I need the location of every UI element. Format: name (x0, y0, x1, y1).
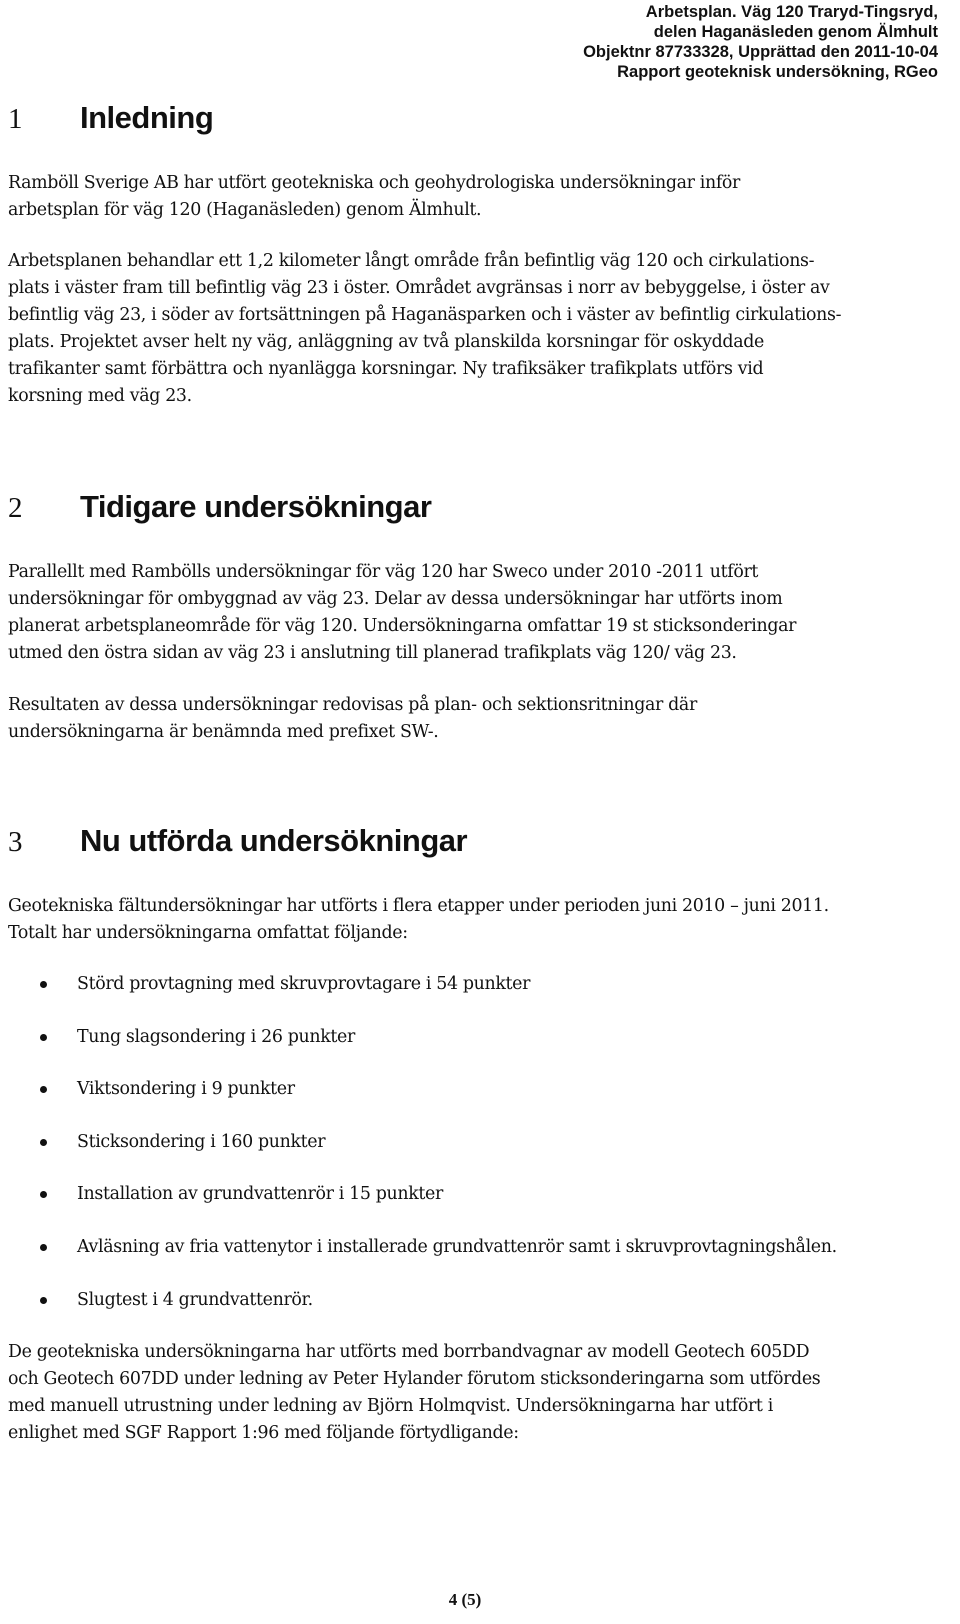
bullet-dot-icon (40, 1191, 47, 1198)
section-title: Tidigare undersökningar (80, 489, 432, 524)
text-line: enlighet med SGF Rapport 1:96 med följande förtydligande: (8, 1423, 519, 1443)
text-line: Arbetsplanen behandlar ett 1,2 kilometer långt område från befintlig väg 120 och cirkulations- (8, 251, 815, 271)
text-line: Geotekniska fältundersökningar har utförts i flera etapper under perioden juni 2010 – juni 2011. (8, 896, 829, 916)
bullet-dot-icon (40, 1086, 47, 1093)
paragraph (8, 692, 952, 746)
text-line: och Geotech 607DD under ledning av Peter Hylander förutom sticksonderingarna som utfördes (8, 1369, 821, 1389)
section-1-heading (8, 100, 213, 136)
list-item (8, 1181, 952, 1234)
list-item-text: Tung slagsondering i 26 punkter (77, 1026, 355, 1047)
section-3-heading (8, 823, 467, 859)
paragraph (8, 893, 952, 947)
header-line: Objektnr 87733328, Upprättad den 2011-10-04 (583, 43, 938, 61)
list-item-text: Avläsning av fria vattenytor i installerade grundvattenrör samt i skruvprovtagningshålen. (77, 1236, 837, 1257)
bullet-dot-icon (40, 981, 47, 988)
text-line: plats. Projektet avser helt ny väg, anläggning av två planskilda korsningar för oskyddade (8, 332, 764, 352)
section-2-heading (8, 489, 431, 525)
text-line: Ramböll Sverige AB har utfört geotekniska och geohydrologiska undersökningar inför (8, 173, 741, 193)
list-item-text: Sticksondering i 160 punkter (77, 1131, 326, 1152)
text-line: undersökningar för ombyggnad av väg 23. Delar av dessa undersökningar har utförts inom (8, 589, 783, 609)
text-line: Parallellt med Rambölls undersökningar för väg 120 har Sweco under 2010 -2011 utfört (8, 562, 759, 582)
list-item (8, 1129, 952, 1182)
list-item (8, 1234, 952, 1287)
text-line: med manuell utrustning under ledning av Björn Holmqvist. Undersökningarna har utfört i (8, 1396, 773, 1416)
list-item-text: Slugtest i 4 grundvattenrör. (77, 1289, 313, 1310)
bullet-dot-icon (40, 1244, 47, 1251)
text-line: Totalt har undersökningarna omfattat följande: (8, 923, 408, 943)
text-line: korsning med väg 23. (8, 386, 192, 406)
header-line: Arbetsplan. Väg 120 Traryd-Tingsryd, (645, 3, 938, 21)
text-line: planerat arbetsplaneområde för väg 120. Undersökningarna omfattar 19 st sticksonderingar (8, 616, 797, 636)
section-number: 3 (8, 826, 23, 858)
document-header (583, 2, 938, 82)
list-item (8, 1024, 952, 1077)
bullet-dot-icon (40, 1297, 47, 1304)
bullet-dot-icon (40, 1034, 47, 1041)
page-number: 4 (5) (448, 1590, 482, 1609)
section-title: Nu utförda undersökningar (80, 823, 468, 858)
header-line: delen Haganäsleden genom Älmhult (653, 23, 938, 41)
text-line: arbetsplan för väg 120 (Haganäsleden) genom Älmhult. (8, 200, 482, 220)
text-line: plats i väster fram till befintlig väg 23 i öster. Området avgränsas i norr av bebyggelse, i öster av (8, 278, 830, 298)
section-number: 1 (8, 103, 23, 135)
list-item-text: Viktsondering i 9 punkter (77, 1079, 295, 1100)
text-line: De geotekniska undersökningarna har utförts med borrbandvagnar av modell Geotech 605DD (8, 1342, 810, 1362)
bullet-dot-icon (40, 1139, 47, 1146)
bullet-list (8, 971, 952, 1339)
paragraph (8, 248, 952, 410)
list-item (8, 1287, 952, 1340)
text-line: undersökningarna är benämnda med prefixet SW-. (8, 722, 439, 742)
text-line: utmed den östra sidan av väg 23 i anslutning till planerad trafikplats väg 120/ väg 23. (8, 643, 737, 663)
text-line: trafikanter samt förbättra och nyanlägga korsningar. Ny trafiksäker trafikplats utförs vid (8, 359, 764, 379)
paragraph (8, 1339, 952, 1447)
paragraph (8, 170, 952, 224)
list-item-text: Störd provtagning med skruvprovtagare i 54 punkter (77, 974, 531, 994)
list-item (8, 1076, 952, 1129)
section-title: Inledning (80, 100, 214, 135)
text-line: befintlig väg 23, i söder av fortsättningen på Haganäsparken och i väster av befintlig cirkulations- (8, 305, 842, 325)
paragraph (8, 559, 952, 667)
list-item (8, 971, 952, 1024)
text-line: Resultaten av dessa undersökningar redovisas på plan- och sektionsritningar där (8, 695, 697, 715)
header-line: Rapport geoteknisk undersökning, RGeo (617, 63, 938, 81)
list-item-text: Installation av grundvattenrör i 15 punkter (77, 1184, 443, 1205)
section-number: 2 (8, 492, 23, 524)
